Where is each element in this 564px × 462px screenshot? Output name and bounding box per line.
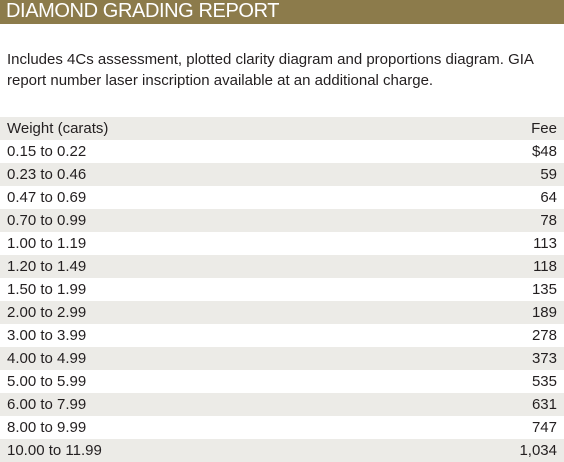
weight-cell: 0.47 to 0.69 xyxy=(7,189,87,206)
weight-cell: 6.00 to 7.99 xyxy=(7,396,87,413)
weight-cell: 1.20 to 1.49 xyxy=(7,258,87,275)
weight-cell: 8.00 to 9.99 xyxy=(7,419,87,436)
weight-cell: 3.00 to 3.99 xyxy=(7,327,87,344)
table-row xyxy=(0,439,564,462)
fee-cell: 278 xyxy=(531,327,557,344)
table-row xyxy=(0,163,564,186)
fee-cell: 373 xyxy=(531,350,557,367)
title-bar xyxy=(0,0,564,24)
fee-cell: 64 xyxy=(540,189,557,206)
fee-cell: 78 xyxy=(540,212,557,229)
fee-cell: 1,034 xyxy=(519,442,557,459)
fee-cell: 189 xyxy=(531,304,557,321)
table-row xyxy=(0,186,564,209)
fee-cell: 135 xyxy=(531,281,557,298)
fee-cell: 113 xyxy=(533,235,557,252)
table-row xyxy=(0,255,564,278)
table-row xyxy=(0,416,564,439)
table-row xyxy=(0,232,564,255)
fee-cell: $48 xyxy=(531,143,557,160)
table-row xyxy=(0,324,564,347)
report-description: Includes 4Cs assessment, plotted clarity diagram and proportions diagram. GIA report number laser inscription available at an additional charge. xyxy=(7,51,534,89)
page-title: DIAMOND GRADING REPORT xyxy=(6,0,280,22)
table-row xyxy=(0,278,564,301)
weight-cell: 0.23 to 0.46 xyxy=(7,166,87,183)
weight-cell: 1.50 to 1.99 xyxy=(7,281,87,298)
weight-cell: 5.00 to 5.99 xyxy=(7,373,87,390)
table-row xyxy=(0,370,564,393)
fee-column-header: Fee xyxy=(531,120,557,137)
weight-cell: 4.00 to 4.99 xyxy=(7,350,87,367)
weight-cell: 0.15 to 0.22 xyxy=(7,143,87,160)
table-row xyxy=(0,140,564,163)
table-row xyxy=(0,347,564,370)
weight-cell: 10.00 to 11.99 xyxy=(7,442,102,459)
table-header-row xyxy=(0,117,564,140)
weight-column-header: Weight (carats) xyxy=(7,120,109,137)
fee-cell: 631 xyxy=(531,396,557,413)
fee-table xyxy=(0,117,564,462)
weight-cell: 2.00 to 2.99 xyxy=(7,304,87,321)
fee-cell: 118 xyxy=(533,258,557,275)
table-row xyxy=(0,301,564,324)
fee-cell: 535 xyxy=(531,373,557,390)
table-row xyxy=(0,393,564,416)
table-row xyxy=(0,209,564,232)
fee-cell: 747 xyxy=(531,419,557,436)
fee-cell: 59 xyxy=(540,166,557,183)
weight-cell: 0.70 to 0.99 xyxy=(7,212,87,229)
weight-cell: 1.00 to 1.19 xyxy=(7,235,87,252)
